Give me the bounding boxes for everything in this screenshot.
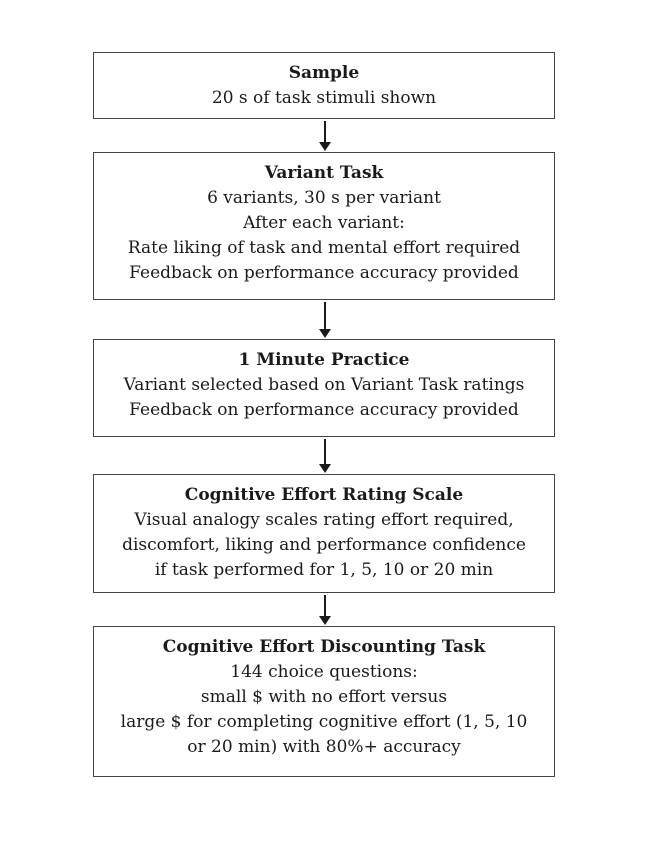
step-line: Rate liking of task and mental effort required bbox=[127, 238, 521, 258]
step-line: if task performed for 1, 5, 10 or 20 min bbox=[154, 560, 494, 580]
step-title: 1 Minute Practice bbox=[238, 350, 410, 370]
step-line: large $ for completing cognitive effort (1, 5, 10 bbox=[120, 712, 528, 732]
step-line: 144 choice questions: bbox=[230, 662, 418, 682]
step-title: Cognitive Effort Discounting Task bbox=[162, 637, 486, 657]
step-title: Variant Task bbox=[264, 163, 384, 183]
step-title: Cognitive Effort Rating Scale bbox=[184, 485, 464, 505]
step-sample-box bbox=[93, 52, 555, 119]
step-variant-task-box bbox=[93, 152, 555, 300]
step-practice-box bbox=[93, 339, 555, 437]
step-line: discomfort, liking and performance confidence bbox=[122, 535, 526, 555]
flow-arrow bbox=[318, 121, 332, 151]
flow-arrow bbox=[318, 595, 332, 625]
step-line: Feedback on performance accuracy provided bbox=[129, 400, 519, 420]
step-rating-scale-box bbox=[93, 474, 555, 593]
step-line: Variant selected based on Variant Task ratings bbox=[123, 375, 525, 395]
step-line: small $ with no effort versus bbox=[200, 687, 448, 707]
step-line: After each variant: bbox=[243, 213, 405, 233]
step-line: 20 s of task stimuli shown bbox=[211, 88, 437, 108]
step-line: or 20 min) with 80%+ accuracy bbox=[187, 737, 461, 757]
step-discounting-task-box bbox=[93, 626, 555, 777]
step-title: Sample bbox=[288, 63, 360, 83]
step-line: 6 variants, 30 s per variant bbox=[207, 188, 441, 208]
flow-arrow bbox=[318, 302, 332, 338]
step-line: Feedback on performance accuracy provided bbox=[129, 263, 519, 283]
step-line: Visual analogy scales rating effort required, bbox=[134, 510, 514, 530]
flow-arrow bbox=[318, 439, 332, 473]
